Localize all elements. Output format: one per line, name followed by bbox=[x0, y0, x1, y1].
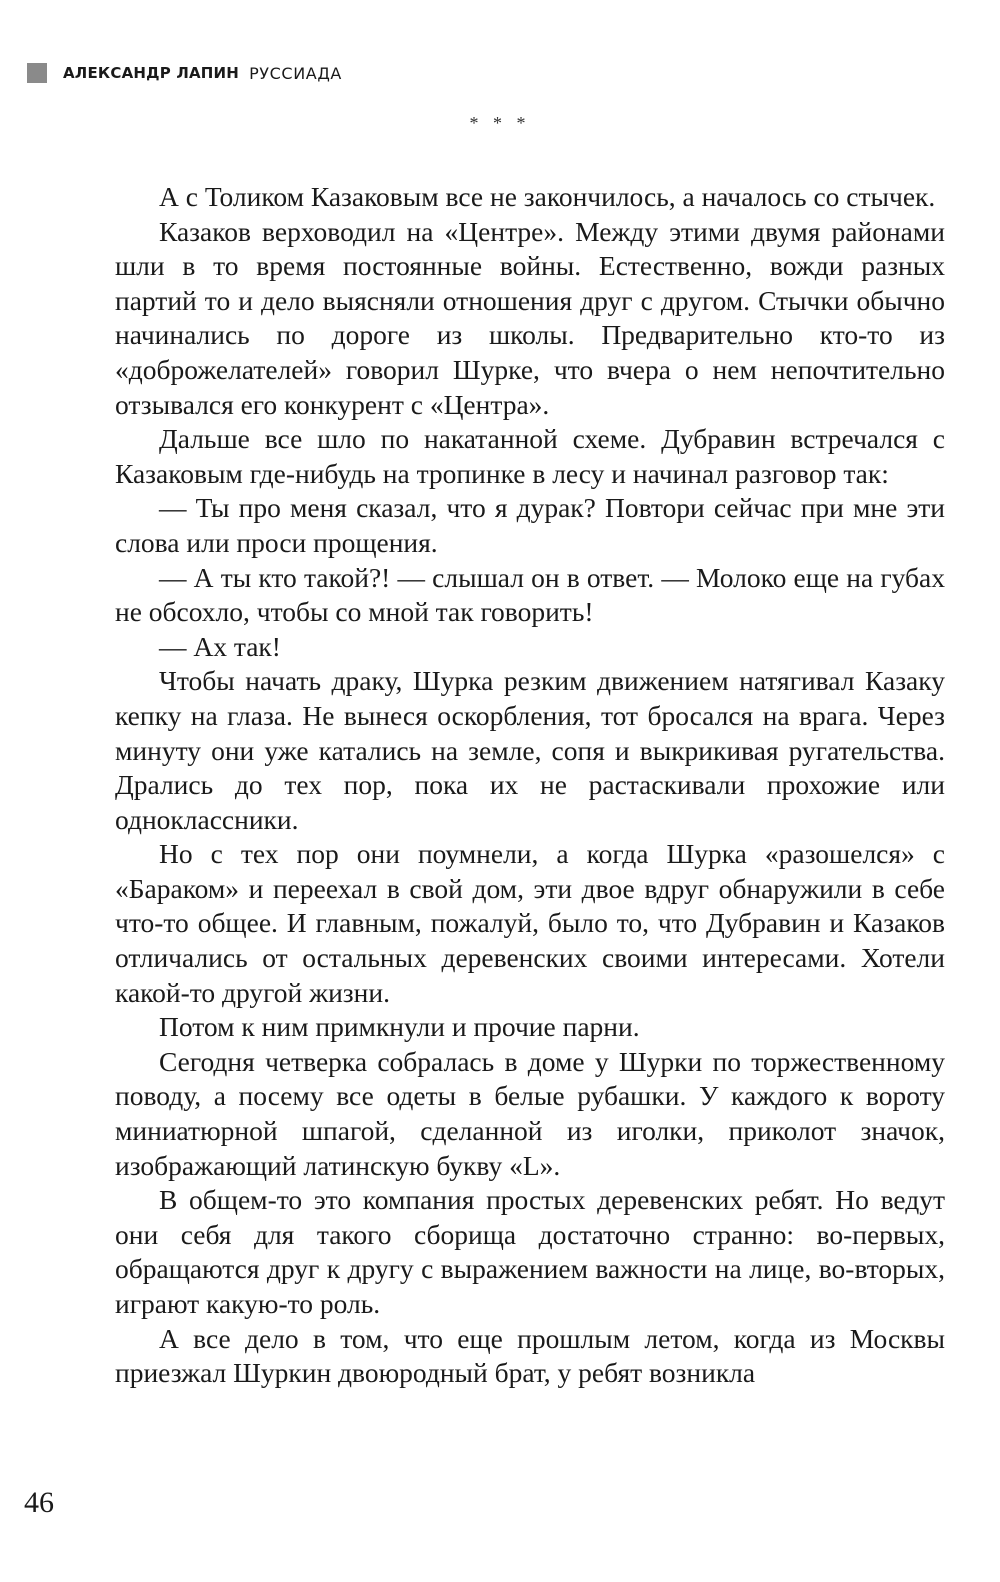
running-header bbox=[27, 58, 342, 88]
body-text bbox=[115, 180, 945, 1391]
page-number: 46 bbox=[24, 1486, 54, 1519]
paragraph: Но с тех пор они поумнели, а когда Шурка «разошелся» с «Бараком» и переехал в свой дом, эти двое вдруг обнаружили в себе что-то общее. И главным, пожалуй, было то, что Дубравин и Казаков отличались от остальных деревенских своими интересами. Хотели какой-то другой жизни. bbox=[115, 838, 945, 1008]
header-author: АЛЕКСАНДР ЛАПИН bbox=[63, 64, 240, 82]
paragraph: А все дело в том, что еще прошлым летом, когда из Москвы приезжал Шуркин двоюродный брат, у ребят возникла bbox=[115, 1322, 945, 1389]
paragraph: В общем-то это компания простых деревенских ребят. Но ведут они себя для такого сборища достаточно странно: во-первых, обращаются друг к другу с выражением важности на лице, во-вторых, играют какую-то роль. bbox=[115, 1184, 945, 1319]
paragraph: — А ты кто такой?! — слышал он в ответ. — Молоко еще на губах не обсохло, чтобы со мной так говорить! bbox=[115, 561, 945, 628]
paragraph: Казаков верховодил на «Центре». Между этими двумя районами шли в то время постоянные войны. Естественно, вожди разных партий то и дело выясняли отношения друг с другом. Стычки обычно начинались по дороге из школы. Предварительно кто-то из «доброжелателей» говорил Шурке, что вчера о нем непочтительно отзывался его конкурент с «Центра». bbox=[115, 215, 945, 420]
section-break: * * * bbox=[469, 113, 531, 133]
header-book-title: РУССИАДА bbox=[249, 63, 342, 83]
paragraph: — Ты про меня сказал, что я дурак? Повтори сейчас при мне эти слова или проси прощения. bbox=[115, 492, 945, 558]
paragraph: Дальше все шло по накатанной схеме. Дубравин встречался с Казаковым где-нибудь на тропинке в лесу и начинал разговор так: bbox=[115, 423, 945, 489]
paragraph: Сегодня четверка собралась в доме у Шурки по торжественному поводу, а посему все одеты в белые рубашки. У каждого к вороту миниатюрной шпагой, сделанной из иголки, приколот значок, изображающий латинскую букву «L». bbox=[115, 1045, 945, 1181]
paragraph: А с Толиком Казаковым все не закончилось, а началось со стычек. bbox=[159, 181, 936, 212]
header-square-mark bbox=[27, 63, 47, 83]
paragraph: Потом к ним примкнули и прочие парни. bbox=[159, 1011, 640, 1043]
paragraph: — Ах так! bbox=[159, 630, 281, 662]
paragraph: Чтобы начать драку, Шурка резким движением натягивал Казаку кепку на глаза. Не вынеся оскорбления, тот бросался на врага. Через минуту они уже катались на земле, сопя и выкрикивая ругательства. Дрались до тех пор, пока их не растаскивали прохожие или одноклассники. bbox=[115, 665, 945, 835]
